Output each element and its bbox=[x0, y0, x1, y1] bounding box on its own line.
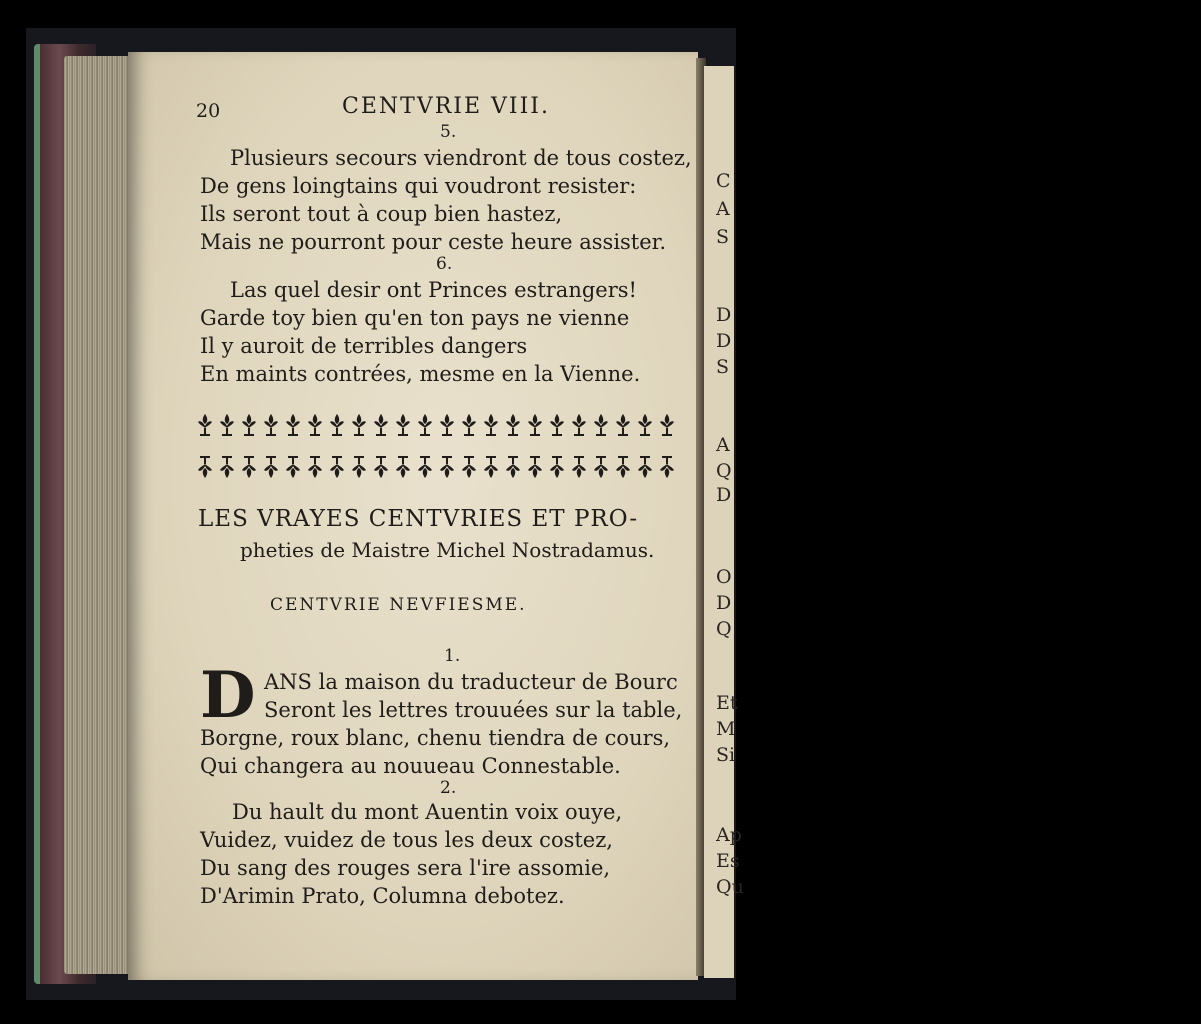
verse-line: Du hault du mont Auentin voix ouye, bbox=[232, 800, 623, 824]
section-title: LES VRAYES CENTVRIES ET PRO- bbox=[198, 506, 639, 532]
verse-line: Ils seront tout à coup bien hastez, bbox=[200, 202, 563, 226]
century-subheading: CENTVRIE NEVFIESME. bbox=[270, 595, 527, 615]
right-page-fragment: Qu bbox=[716, 876, 744, 898]
verse-line: Vuidez, vuidez de tous les deux costez, bbox=[200, 828, 613, 852]
verse-line: Seront les lettres trouuées sur la table, bbox=[264, 698, 683, 722]
right-page-fragment: O bbox=[716, 566, 732, 588]
verse-line: Plusieurs secours viendront de tous costez, bbox=[230, 146, 692, 170]
verse-line: ANS la maison du traducteur de Bourc bbox=[264, 670, 678, 694]
quatrain-number: 6. bbox=[436, 254, 453, 274]
ornament-row-bottom bbox=[198, 456, 674, 478]
right-page-edge bbox=[704, 66, 744, 978]
right-page-fragment: A bbox=[716, 198, 730, 220]
page-number: 20 bbox=[196, 100, 221, 122]
running-head: CENTVRIE VIII. bbox=[342, 94, 550, 119]
drop-cap: D bbox=[200, 658, 256, 733]
right-page-fragment: S bbox=[716, 356, 730, 378]
verse-line: D'Arimin Prato, Columna debotez. bbox=[200, 884, 565, 908]
fleuron-ornament-band bbox=[196, 408, 682, 486]
verse-line: Mais ne pourront pour ceste heure assister. bbox=[200, 230, 667, 254]
verse-line: En maints contrées, mesme en la Vienne. bbox=[200, 362, 641, 386]
right-page-fragment: S bbox=[716, 226, 730, 248]
quatrain-number: 5. bbox=[440, 122, 457, 142]
right-page-fragment: Es bbox=[716, 850, 740, 872]
right-page-fragment: D bbox=[716, 592, 732, 614]
right-page-fragment: Q bbox=[716, 618, 732, 640]
ornament-row-top bbox=[198, 414, 674, 436]
right-page-fragment: M bbox=[716, 718, 736, 740]
verse-line: Du sang des rouges sera l'ire assomie, bbox=[200, 856, 611, 880]
right-page-fragment: D bbox=[716, 304, 732, 326]
quatrain-number: 1. bbox=[444, 646, 461, 666]
right-page-fragment: C bbox=[716, 170, 731, 192]
verse-line: Garde toy bien qu'en ton pays ne vienne bbox=[200, 306, 630, 330]
section-title-continued: pheties de Maistre Michel Nostradamus. bbox=[240, 538, 655, 562]
right-page-fragment: Si bbox=[716, 744, 736, 766]
verse-line: De gens loingtains qui voudront resister: bbox=[200, 174, 637, 198]
right-page-fragment: Et bbox=[716, 692, 738, 714]
quatrain-number: 2. bbox=[440, 778, 457, 798]
verse-line: Las quel desir ont Princes estrangers! bbox=[230, 278, 637, 302]
right-page-fragment: Q bbox=[716, 460, 732, 482]
right-page-fragment: D bbox=[716, 330, 732, 352]
right-page-fragment: A bbox=[716, 434, 730, 456]
right-page-fragment: Ap bbox=[716, 824, 742, 846]
right-page-fragment: D bbox=[716, 484, 732, 506]
verse-line: Borgne, roux blanc, chenu tiendra de cours, bbox=[200, 726, 671, 750]
verse-line: Qui changera au nouueau Connestable. bbox=[200, 754, 621, 778]
verse-line: Il y auroit de terribles dangers bbox=[200, 334, 528, 358]
